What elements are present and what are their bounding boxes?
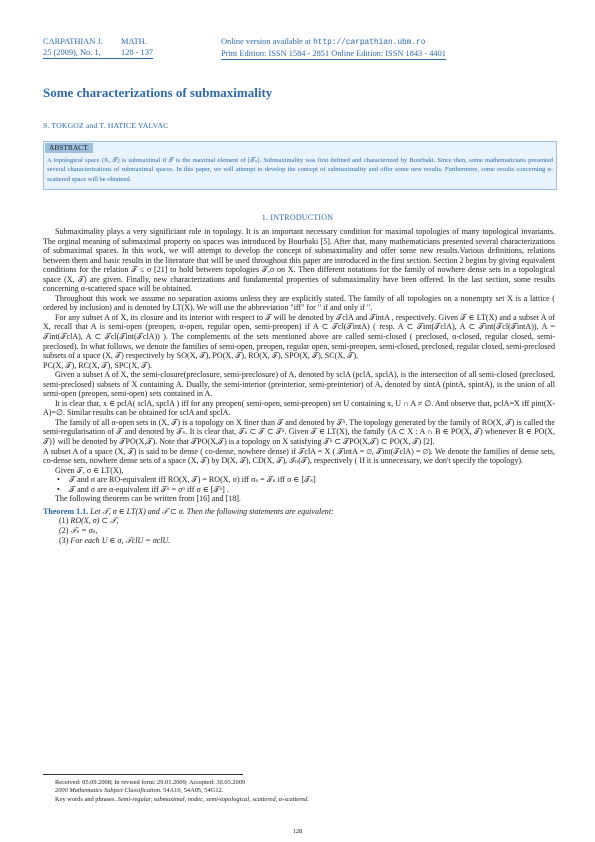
journal-name: CARPATHIAN J.	[43, 37, 103, 46]
keywords-line	[55, 796, 555, 804]
list-item: • 𝒯 and σ are α-equivalent iff 𝒯ᵅ = σᵅ iff σ ∈ [𝒯ᵅ] .	[43, 485, 555, 495]
theorem-item-key: (2)	[59, 525, 69, 535]
theorem-statement: Let 𝒯, σ ∈ LT(X) and 𝒯 ⊂ σ. Then the following statements are equivalent:	[90, 506, 334, 516]
online-prefix: Online version available at	[221, 37, 314, 46]
received-dates: Received: 05.09.2008; In revised form: 29.01.2009; Accepted: 30.03.2009	[55, 779, 246, 786]
theorem	[43, 507, 555, 517]
abstract-text: A topological space (X, 𝒯) is submaximal if 𝒯 is the maximal element of [𝒯ₛ]. Submaximality was first defined and characterized by Bourbaki. Since then, some mathematicians presented several characterizations of submaximal spaces. In this paper, we will attempt to develop the concept of submaximality and offer some new results. Furthermore, some results concerning α-scattered space will be obtained.	[47, 157, 553, 183]
msc-line	[55, 787, 555, 795]
paragraph: The following theorem can be written from [16] and [18].	[55, 494, 241, 504]
online-url-link[interactable]: http://carpathian.ubm.ro	[313, 39, 426, 47]
keywords-label: Key words and phrases.	[55, 795, 117, 803]
theorem-item-text: For each U ∈ σ, 𝒯clU = σclU.	[70, 535, 171, 545]
paragraph: Throughout this work we assume no separation axioms unless they are explicitly stated. The family of all topologies on a nonempty set X is a lattice ( ordered by inclusion) and is denoted by LT(X). We will use the abbreviation "iff" for " if and only if ".	[43, 293, 555, 313]
theorem-item-key: (3)	[59, 535, 69, 545]
theorem-head: Theorem 1.1.	[43, 506, 89, 516]
theorem-item-text: RO(X, σ) ⊂ 𝒯,	[70, 516, 119, 526]
journal-subject: MATH.	[121, 37, 147, 46]
paragraph: PC(X, 𝒯), RC(X, 𝒯), SPC(X, 𝒯).	[43, 360, 153, 370]
abstract-label: ABSTRACT.	[45, 143, 93, 153]
paragraph: Given 𝒯, σ ∈ LT(X),	[55, 465, 124, 475]
paragraph: The family of all α-open sets in (X, 𝒯) is a topology on X finer than 𝒯 and denoted by 𝒯ᵅ. The topology generated by the family of RO(X, 𝒯) is called the semi-regularisation of 𝒯 and denoted by 𝒯ₛ. It is clear that, 𝒯ₛ ⊂ 𝒯 ⊂ 𝒯ᵅ. Given 𝒯 ∈ LT(X), the family {A ⊂ X : A ∩ B ∈ PO(X, 𝒯) whenever B ∈ PO(X, 𝒯)} will be denoted by 𝒯PO(X,𝒯). Note that 𝒯PO(X,𝒯) is a topology on X satisfying 𝒯ᵅ ⊂ 𝒯PO(X,𝒯) ⊂ PO(X, 𝒯) [2].	[43, 417, 555, 447]
theorem-item	[43, 536, 555, 546]
section-heading: 1. INTRODUCTION	[261, 213, 334, 222]
theorem-item	[43, 526, 555, 536]
paragraph: Submaximality plays a very significiant role in topology. It is an important necessary condition for maximal topologies of many topological invariants. The orginal meaning of submaximal property on spaces was introduced by Bourbaki [5]. After that, many mathematicians presented several characterizations of submaximal spaces. In this work, we will attempt to develop the concept of submaximality and offer some new results.Various definitions, relations between them and basic results in the literature that will be used throughout this paper are introduced in the first section. Section 2 begins by giving equivalent conditions for the relation 𝒯 ≤ σ [21] to hold between topologies 𝒯,σ on X. Then different notations for the family of nowhere dense sets in a topological space (X, 𝒯) are given. Finally, new characterizations and fundamental properties of submaximality have been offered. In the last section, some results concerning α-scattered space will be obtained.	[43, 227, 555, 294]
paragraph: For any subset A of X, its closure and its interior with respect to 𝒯 will be denoted by 𝒯clA and 𝒯intA , respectively. Given 𝒯 ∈ LT(X) and a subset A of X, recall that A is semi-open (preopen, α-open, regular open, semi-preopen) if A ⊂ 𝒯cl(𝒯intA) ( resp. A ⊂ 𝒯int(𝒯clA), A ⊂ 𝒯int(𝒯cl(𝒯intA)), A = 𝒯int(𝒯clA), A ⊂ 𝒯cl(𝒯int(𝒯clA)) ). The complements of the sets mentioned above are called semi-closed ( preclosed, α-closed, regular closed, semi-preclosed). In what follows, we denote the families of semi-open, preopen, regular open, semi-preopen, semi-closed, preclosed, regular closed, semi-preclosed subsets of a space (X, 𝒯) respectively by SO(X, 𝒯), PO(X, 𝒯), RO(X, 𝒯), SPO(X, 𝒯), SC(X, 𝒯),	[43, 312, 555, 361]
paragraph: A subset A of a space (X, 𝒯) is said to be dense ( co-dense, nowhere dense) if 𝒯clA = X ( 𝒯intA = ∅, 𝒯int(𝒯clA) = ∅). We denote the families of dense sets, co-dense sets, nowhere dense sets of a space (X, 𝒯) by D(X, 𝒯), CD(X, 𝒯), ℐₙ(𝒯), respectively ( If it is unnecessary, we don't specify the topology).	[43, 446, 555, 466]
msc-codes: 54A10, 54A05, 54G12.	[163, 787, 224, 795]
footnote-rule	[43, 774, 243, 775]
keywords: Semi-regular, submaximal, nodec, semi-topological, scattered, α-scattered.	[117, 795, 309, 803]
journal-header	[43, 37, 153, 59]
paragraph: It is clear that, x ∈ pclA( sclA, spclA ) iff for any preopen( semi-open, semi-preopen) set U containing x, U ∩ A ≠ ∅. And observe that, pclA=X iff pint(X-A)=∅. Similar results can be obtained for sclA and spclA.	[43, 398, 555, 418]
theorem-item-key: (1)	[59, 516, 69, 526]
edition-info	[221, 37, 446, 60]
paper-authors: S. TOKGOZ and T. HATICE YALVAC	[43, 121, 169, 130]
journal-issue: 25 (2009), No. 1,	[43, 47, 101, 57]
footnotes	[55, 779, 555, 804]
journal-pages: 128 - 137	[121, 47, 154, 57]
theorem-item	[43, 516, 555, 526]
paper-title: Some characterizations of submaximality	[43, 85, 273, 100]
paragraph: Given a subset A of X, the semi-closure(preclosure, semi-preclosure) of A, denoted by sclA (pclA, spclA), is the intersection of all semi-closed (preclosed, semi-preclosed) subsets of X containing A. Dually, the semi-interior (preinterior, semi-preinterior) of A, denoted by sintA (pintA, spintA), is the union of all semi-open (preopen, semi-open) sets contained in A.	[43, 370, 555, 399]
print-edition: Print Edition: ISSN 1584 - 2851 Online Edition: ISSN 1843 - 4401	[221, 49, 446, 61]
list-item: • 𝒯 and σ are RO-equivalent iff RO(X, 𝒯) = RO(X, σ) iff σₛ = 𝒯ₛ iff σ ∈ [𝒯ₛ]	[43, 475, 555, 485]
theorem-item-text: 𝒯ₛ = σₛ,	[70, 525, 98, 535]
msc-label: 2000 Mathematics Subject Classification.	[55, 787, 162, 795]
page-number: 128	[292, 828, 303, 835]
body-text	[43, 227, 555, 545]
